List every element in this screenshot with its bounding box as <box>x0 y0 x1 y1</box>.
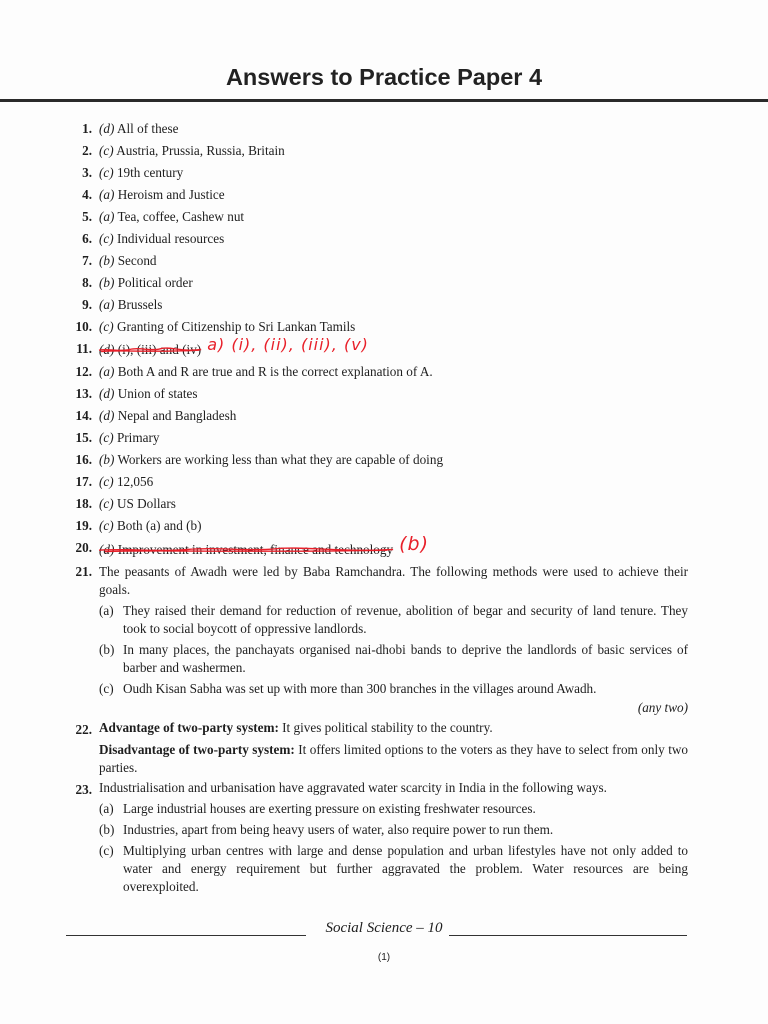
short-answers <box>66 118 688 561</box>
answer-option: (c) <box>99 496 114 511</box>
answer-text: Heroism and Justice <box>117 187 225 202</box>
answer-text: Primary <box>116 430 160 445</box>
answer-option: (b) <box>99 452 115 467</box>
answer-number: 7. <box>82 253 92 268</box>
any-two-note: (any two) <box>637 700 688 715</box>
answer-number: 1. <box>82 121 92 136</box>
answer-21 <box>66 561 688 717</box>
answer-content <box>99 408 236 423</box>
answer-number: 19. <box>75 518 92 533</box>
answer-23 <box>66 779 688 896</box>
answer-content <box>99 342 201 357</box>
answer-text: Brussels <box>117 297 163 312</box>
answer-option: (b) <box>99 275 115 290</box>
answer-text: Granting of Citizenship to Sri Lankan Tamils <box>116 319 356 334</box>
answer-number: 13. <box>75 386 92 401</box>
answer-option: (c) <box>99 143 114 158</box>
answer-number: 22. <box>75 722 92 737</box>
answer-number: 5. <box>82 209 92 224</box>
answer-option: (a) <box>99 187 115 202</box>
answer-14 <box>66 405 688 427</box>
answer-19 <box>66 515 688 537</box>
answer-content <box>99 364 433 379</box>
answer-content <box>99 452 443 467</box>
answer-content <box>99 121 179 136</box>
answer-text: Second <box>117 253 157 268</box>
answer-content <box>99 518 202 533</box>
point-label: (b) <box>99 822 115 837</box>
answer-number: 2. <box>82 143 92 158</box>
answer-9 <box>66 294 688 316</box>
answer-number: 12. <box>75 364 92 379</box>
answer-number: 20. <box>75 540 92 555</box>
answer-content <box>99 386 198 401</box>
answer-text: Both A and R are true and R is the correct explanation of A. <box>117 364 433 379</box>
answer-option: (b) <box>99 253 115 268</box>
answer-6 <box>66 228 688 250</box>
answer-number: 10. <box>75 319 92 334</box>
answer-11 <box>66 335 688 361</box>
answer-option: (c) <box>99 319 114 334</box>
answer-number: 6. <box>82 231 92 246</box>
answer-content <box>99 542 393 557</box>
title-rule <box>0 99 768 102</box>
handwritten-correction: a) (i), (ii), (iii), (v) <box>207 335 369 354</box>
answer-23-point-c <box>99 842 688 896</box>
answer-option: (a) <box>99 364 115 379</box>
answer-10 <box>66 316 688 338</box>
answer-content <box>99 143 285 158</box>
point-text: They raised their demand for reduction of revenue, abolition of begar and security of land tenure. They took to social boycott of oppressive landlords. <box>123 603 688 636</box>
answer-number: 8. <box>82 275 92 290</box>
answer-number: 21. <box>75 564 92 579</box>
answer-content <box>99 253 157 268</box>
answer-13 <box>66 383 688 405</box>
advantage-line <box>99 719 688 737</box>
answer-text: Tea, coffee, Cashew nut <box>117 209 245 224</box>
answer-7 <box>66 250 688 272</box>
answer-option: (c) <box>99 231 114 246</box>
answer-number: 18. <box>75 496 92 511</box>
answer-number: 4. <box>82 187 92 202</box>
answer-content <box>99 430 159 445</box>
answer-text: Political order <box>117 275 193 290</box>
answer-3 <box>66 162 688 184</box>
disadvantage-label: Disadvantage of two-party system: <box>99 742 295 757</box>
disadvantage-line <box>99 741 688 777</box>
answer-22 <box>66 719 688 777</box>
point-label: (c) <box>99 681 114 696</box>
answer-18 <box>66 493 688 515</box>
answer-23-point-b <box>99 821 688 839</box>
answer-12 <box>66 361 688 383</box>
answer-option: (d) <box>99 542 115 557</box>
handwritten-correction: (b) <box>399 533 429 555</box>
answer-option: (c) <box>99 518 114 533</box>
answer-4 <box>66 184 688 206</box>
answer-text: All of these <box>116 121 179 136</box>
answer-content <box>99 319 355 334</box>
answer-number: 14. <box>75 408 92 423</box>
point-label: (a) <box>99 801 114 816</box>
answer-text: 12,056 <box>116 474 154 489</box>
answer-text: Individual resources <box>116 231 225 246</box>
answer-content <box>99 187 225 202</box>
answer-option: (d) <box>99 342 115 357</box>
answer-17 <box>66 471 688 493</box>
answer-16 <box>66 449 688 471</box>
answer-number: 15. <box>75 430 92 445</box>
answer-number: 3. <box>82 165 92 180</box>
answer-option: (c) <box>99 430 114 445</box>
answer-21-point-c <box>99 680 688 698</box>
answer-content <box>99 275 193 290</box>
answer-text: Austria, Prussia, Russia, Britain <box>116 143 285 158</box>
point-text: In many places, the panchayats organised nai-dhobi bands to deprive the landlords of basic services of barber and washermen. <box>123 642 688 675</box>
answer-21-intro: The peasants of Awadh were led by Baba Ramchandra. The following methods were used to achieve their goals. <box>99 564 688 597</box>
answer-text: Workers are working less than what they are capable of doing <box>117 452 444 467</box>
disadvantage-text: It offers limited options to the voters as they have to select from only two parties. <box>99 742 688 775</box>
answer-number: 9. <box>82 297 92 312</box>
answer-5 <box>66 206 688 228</box>
answer-23-intro: Industrialisation and urbanisation have aggravated water scarcity in India in the following ways. <box>99 780 607 795</box>
answer-content <box>99 496 176 511</box>
footer-subject: Social Science – 10 <box>0 920 768 937</box>
answer-number: 11. <box>76 341 92 356</box>
answer-text: Improvement in investment, finance and technology <box>117 542 394 557</box>
advantage-text: It gives political stability to the country. <box>282 720 493 735</box>
answer-text: Nepal and Bangladesh <box>117 408 237 423</box>
point-text: Multiplying urban centres with large and dense population and urban lifestyles have not only added to water and energy requirement but further aggravated the problem. Water resources are being overexploited. <box>123 843 688 894</box>
answer-list <box>66 118 688 896</box>
answer-text: Union of states <box>117 386 198 401</box>
page-title: Answers to Practice Paper 4 <box>225 64 543 90</box>
point-text: Large industrial houses are exerting pressure on existing freshwater resources. <box>123 801 536 816</box>
answer-21-point-b <box>99 641 688 677</box>
answer-option: (a) <box>99 209 115 224</box>
answer-option: (d) <box>99 408 115 423</box>
answer-21-point-a <box>99 602 688 638</box>
answer-content <box>99 209 244 224</box>
answer-number: 17. <box>75 474 92 489</box>
answer-content <box>99 474 153 489</box>
answer-option: (d) <box>99 386 115 401</box>
point-label: (b) <box>99 642 115 657</box>
answer-1 <box>66 118 688 140</box>
answer-text: (i), (iii) and (iv) <box>117 342 202 357</box>
answer-15 <box>66 427 688 449</box>
answer-23-point-a <box>99 800 688 818</box>
answer-20 <box>66 533 688 561</box>
answer-content <box>99 165 183 180</box>
answer-option: (c) <box>99 474 114 489</box>
answer-option: (a) <box>99 297 115 312</box>
answer-8 <box>66 272 688 294</box>
answer-text: Both (a) and (b) <box>116 518 202 533</box>
point-text: Oudh Kisan Sabha was set up with more than 300 branches in the villages around Awadh. <box>123 681 597 696</box>
advantage-label: Advantage of two-party system: <box>99 720 279 735</box>
page-number: (1) <box>377 952 391 963</box>
point-label: (a) <box>99 603 114 618</box>
point-text: Industries, apart from being heavy users of water, also require power to run them. <box>123 822 554 837</box>
answer-text: 19th century <box>116 165 184 180</box>
answer-text: US Dollars <box>116 496 176 511</box>
answer-number: 23. <box>75 782 92 797</box>
answer-content <box>99 231 224 246</box>
answer-content <box>99 297 162 312</box>
answer-number: 16. <box>75 452 92 467</box>
point-label: (c) <box>99 843 114 858</box>
answer-2 <box>66 140 688 162</box>
answer-option: (d) <box>99 121 115 136</box>
answer-option: (c) <box>99 165 114 180</box>
